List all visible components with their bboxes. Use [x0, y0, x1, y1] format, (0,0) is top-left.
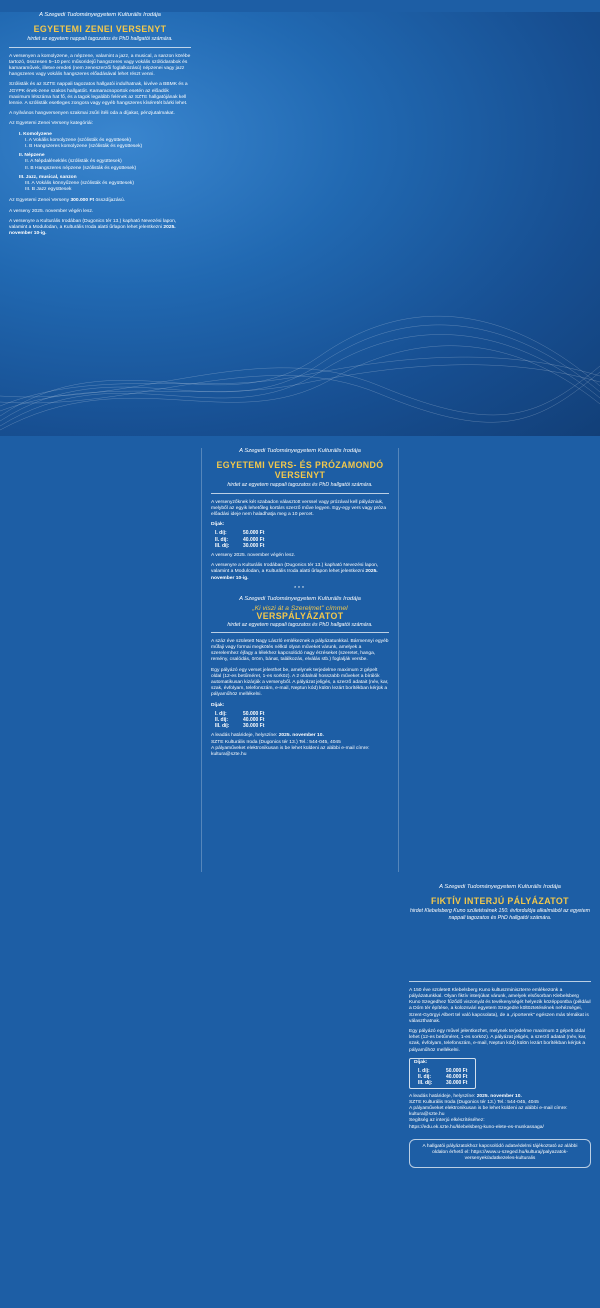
- paragraph: A versenyen a komolyzene, a népzene, valamint a jazz, a musical, a sanzon körébe tartozó, összesen 5–10 perc műsoridejű hangszeres vagy vokális szólódarabok és kamaraművek, illetve eredeti (nem zeneszerzői foglalkozású) népzenei vagy jazz hangszeres vagy vokális hangszeres előadásával lehet részt venni.: [9, 53, 191, 78]
- call-subtitle-quote: „Ki viszi át a Szerelmet" címmel: [252, 605, 348, 613]
- prize-table: [414, 1068, 471, 1087]
- competition-date: A verseny 2025. november végén lesz.: [211, 552, 296, 558]
- paragraph: Egy pályázó egy művel jelentkezhet, melynek terjedelme maximum 3 gépelt oldal lehet (12-es betűméret, 1-es sorköz). A pályázat jeligés, a szerző adatait (név, kar, szak, évfolyam, telefonszám, e-mail, Neptun kód) külön lezárt borítékban kérjük a pályaműhöz mellékelni.: [409, 1029, 587, 1053]
- organizer-line: A Szegedi Tudományegyetem Kulturális Irodája: [439, 884, 561, 890]
- prize-row: II. díj: 40.000 Ft: [215, 717, 265, 724]
- paragraph: A nyilvános hangversenyen szakmai zsűri ítéli oda a díjakat, pénzjutalmakat.: [9, 111, 175, 117]
- address-line: SZTE Kulturális Iroda (Dugonics tér 13.) Tel.: 544-045, 4045: [409, 1099, 539, 1105]
- deadline-line: A leadás határideje, helyszíne: 2025. november 10.: [211, 733, 324, 739]
- organizer-line: A Szegedi Tudományegyetem Kulturális Irodája: [239, 595, 361, 602]
- paragraph: A száz éve született Nagy László emlékeznek a pályázatunkkal. Bármennyi egyéb műfaji vagy formai megkötés nélkül olyan műveket várunk, amelyek a szerelemhez éjfagy a lélekhez kapcsolódó nagy érzéseket (szeretet, hanga, remény, csalódás, öröm, bánat, találkozás, elválás stb.) foglalják versbe.: [211, 638, 389, 663]
- categories-intro: Az Egyetemi Zenei Verseny kategóriái:: [9, 121, 93, 127]
- prize-table: [211, 711, 268, 730]
- prize-row: I. díj: 50.000 Ft: [215, 710, 265, 717]
- column-interview-call: [400, 884, 600, 1308]
- prize-row: II. díj: 40.000 Ft: [418, 1074, 468, 1081]
- competition-date: A verseny 2025. november végén lesz.: [9, 208, 94, 214]
- competition-subtitle: hirdet az egyetem nappali tagozatos és PhD hallgatói számára.: [27, 36, 173, 43]
- category-item: I. A Vokális komolyzene (szólisták és együttesek): [25, 137, 132, 143]
- prize-row: I. díj: 50.000 Ft: [418, 1068, 468, 1075]
- call-title: VERSPÁLYÁZATOT: [256, 611, 344, 622]
- application-info: A versenyre a Kulturális Irodában (Dugonics tér 13.) kapható Nevezési lapon, valamint a Modulodan, a Kulturális Iroda alatti űrlapon lehet jelentkezni 2025. november 10-ig.: [211, 563, 379, 581]
- category-item: III. A Vokális könnyűzene (szólisták és együttesek): [25, 180, 135, 186]
- paragraph: Egy pályázó egy verset jelenthet be, amelynek terjedelme maximum 2 gépelt oldal (12-es betűméret, 1-es sorköz). A 2 oldalnál hosszabb műveket a bírálók automatikusan kizárják a versenyből. A pályázat jeligés, a szerző adatait (név, kar, szak, évfolyam, telefonszám, e-mail, Neptun kód) külön lezárt borítékban kérjük a pályaműhöz mellékelni.: [211, 667, 389, 698]
- column-music-competition: [0, 12, 200, 436]
- divider: [211, 632, 389, 633]
- prize-row: III. díj: 30.000 Ft: [215, 723, 265, 730]
- prizes-label: Díjak:: [211, 522, 225, 528]
- call-subtitle: hirdet Klebelsberg Kuno születésének 150. évfordulója alkalmából az egyetem nappali tagozatos és PhD hallgatói számára.: [410, 908, 590, 921]
- divider: [211, 493, 389, 494]
- prize-row: II. díj: 40.000 Ft: [215, 536, 265, 543]
- divider: [9, 47, 191, 48]
- email-line: A pályaműveket elektronikusan is be lehet küldeni az alábbi e-mail címre: kultura@szte.hu: [409, 1106, 568, 1118]
- competition-subtitle: hirdet az egyetem nappali tagozatos és PhD hallgatói számára.: [227, 482, 373, 489]
- prizes-label: Díjak:: [414, 1059, 428, 1065]
- category-heading: II. Népzene: [19, 153, 45, 159]
- address-line: SZTE Kulturális Iroda (Dugonics tér 13.) Tel.: 544-045, 4045: [211, 739, 341, 745]
- category-item: II. A Népdaléneklés (szólisták és együttesek): [25, 159, 122, 165]
- help-link[interactable]: https://edu.ek.szte.hu/klebelsberg-kuno-elete-es-munkassaga/: [409, 1124, 544, 1130]
- help-label: Segítség az interjú elkészítéséhez:: [409, 1118, 485, 1124]
- prize-row: I. díj: 50.000 Ft: [215, 530, 265, 537]
- section-separator: ***: [294, 585, 306, 592]
- prize-row: III. díj: 30.000 Ft: [418, 1080, 468, 1087]
- call-audience: hirdet az egyetem nappali tagozatos és PhD hallgatói számára.: [227, 621, 373, 628]
- deadline-line: A leadás határideje, helyszíne: 2025. november 10.: [409, 1093, 522, 1099]
- prizes-label: Díjak:: [211, 702, 225, 708]
- call-title: FIKTÍV INTERJÚ PÁLYÁZATOT: [431, 896, 569, 907]
- organizer-line: A Szegedi Tudományegyetem Kulturális Irodája: [39, 12, 161, 18]
- category-item: II. B Hangszeres népzene (szólisták és együttesek): [25, 165, 137, 171]
- organizer-line: A Szegedi Tudományegyetem Kulturális Irodája: [239, 448, 361, 454]
- total-prize-line: Az Egyetemi Zenei Verseny 300.000 Ft összdíjazású.: [9, 198, 126, 204]
- competition-title: EGYETEMI ZENEI VERSENYT: [33, 24, 167, 35]
- category-heading: III. Jazz, musical, sanzon: [19, 174, 77, 180]
- prize-row: III. díj: 30.000 Ft: [215, 542, 265, 549]
- paragraph: A versenyzőknek két szabadon választott verssel vagy prózával kell pályázniuk, melyből az egyik lehetőleg kortárs szerző műve legyen. Egy-egy vers vagy próza előadási ideje nem haladhatja meg a 10 percet.: [211, 499, 387, 517]
- paragraph: A 150 éve született Klebelsberg Kuno kultuszminiszterre emlékezünk a pályázatunkkal. Olyan fiktív interjúkat várunk, amelyek elsősorban Klebelsberg Kuno Szegedhez fűződő viszonyát és tevékenységét helyezik középpontba (például a Dóm tér építése, a kolozsvári egyetem Szegedre költöztetésének nehézségei, Szent-Györgyi Albert tel való kapcsolata), de a „riporterek" egészen más témákat is választhatnak.: [409, 987, 591, 1024]
- prize-table: [211, 530, 268, 549]
- flyer-page: [0, 12, 600, 1162]
- column-poetry-competition: [201, 448, 399, 872]
- competition-title: EGYETEMI VERS- ÉS PRÓZAMONDÓ VERSENYT: [216, 460, 384, 481]
- email-line: A pályaműveket elektronikusan is be lehet küldeni az alábbi e-mail címre: kultura@szte.hu: [211, 745, 370, 758]
- category-item: III. B Jazz együttesek: [25, 187, 72, 193]
- category-item: I. B Hangszeres komolyzene (szólisták és együttesek): [25, 143, 143, 149]
- category-heading: I. Komolyzene: [19, 131, 52, 137]
- application-info: A versenyre a Kulturális Irodában (Dugonics tér 13.) kapható Nevezési lapon, valamint a Modulodan, a Kulturális Iroda alatti űrlapon lehet jelentkezni 2025. november 10-ig.: [9, 218, 177, 237]
- privacy-notice-box: A hallgatói pályázatokhoz kapcsolódó adatvédelmi tájékoztató az alábbi oldalon érhető el: https://www.u-szeged.hu/kulturaj/palyazatok-versenyek/adatkezeles-kulturalis: [409, 1139, 591, 1168]
- paragraph: Szólisták és az SZTE nappali tagozatos hallgatói indulhatnak, kivéve a BBMK és a JGYPK ének-zene szakos hallgatóit. Kamaracsoportok esetén az előadók maximum létszáma hat fő, és a tagok legalább felének az SZTE hallgatójának kell lennie. A szólisták esetleges zongora vagy egyéb hangszeres kíséretét bárki lehet.: [9, 82, 188, 106]
- divider: [409, 981, 591, 982]
- prize-box: [409, 1058, 476, 1089]
